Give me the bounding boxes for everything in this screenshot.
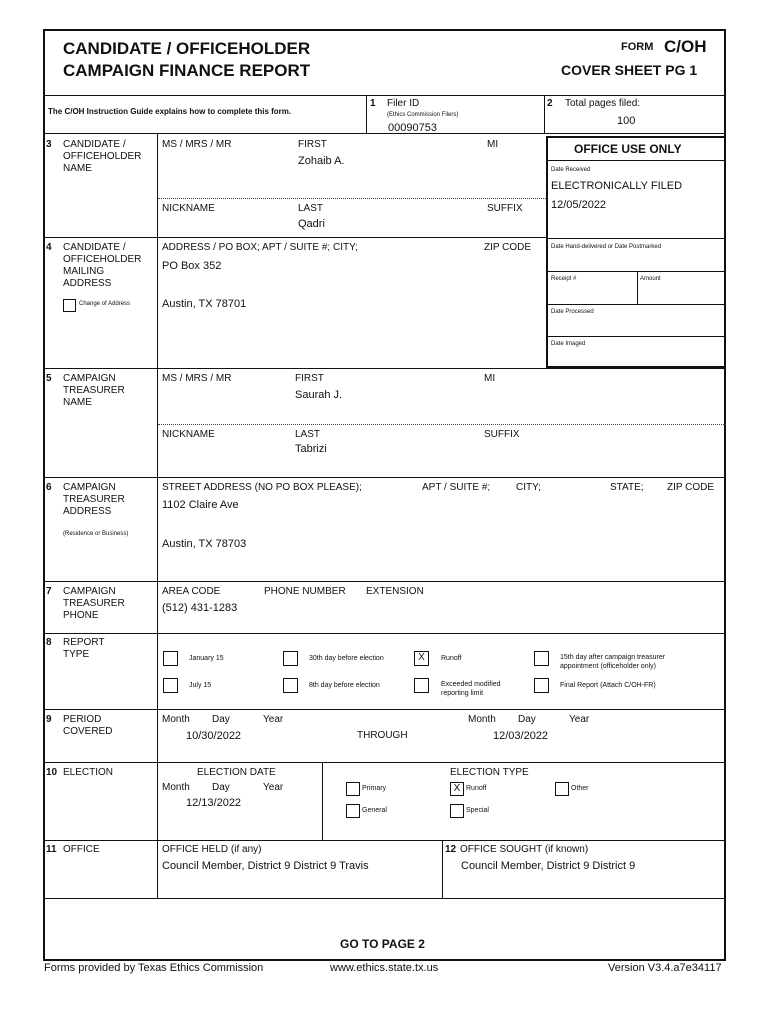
- candidate-address-line1: PO Box 352: [162, 260, 222, 272]
- treasurer-mi-label: MI: [484, 373, 496, 384]
- day-8-label: 8th day before election: [309, 682, 380, 689]
- section-3-label: CANDIDATE /: [63, 139, 126, 150]
- hand-delivered-label: Date Hand-delivered or Date Postmarked: [551, 244, 662, 250]
- instructions-text: The C/OH Instruction Guide explains how to complete this form.: [48, 107, 292, 116]
- total-pages-label: Total pages filed:: [565, 98, 641, 109]
- treasurer-nickname-label: NICKNAME: [162, 429, 215, 440]
- election-date-value: 12/13/2022: [186, 797, 242, 809]
- runoff-election-checkbox[interactable]: X: [450, 782, 464, 796]
- amount-label: Amount: [640, 276, 661, 282]
- office-held-label: OFFICE HELD (if any): [162, 844, 262, 855]
- runoff-election-label: Runoff: [466, 785, 487, 792]
- treasurer-street-label: STREET ADDRESS (NO PO BOX PLEASE);: [162, 482, 362, 493]
- phone-number-label: PHONE NUMBER: [264, 586, 346, 597]
- period-year-label: Year: [569, 714, 590, 725]
- section-6-label: ADDRESS: [63, 506, 112, 517]
- candidate-last-name: Qadri: [298, 218, 325, 230]
- period-day-label: Day: [212, 714, 230, 725]
- day-30-checkbox[interactable]: [283, 651, 298, 666]
- special-label: Special: [466, 807, 489, 814]
- candidate-zip-label: ZIP CODE: [484, 242, 532, 253]
- day-8-checkbox[interactable]: [283, 678, 298, 693]
- change-of-address-label: Change of Address: [79, 301, 131, 307]
- period-through-label: THROUGH: [357, 730, 408, 741]
- section-5-number: 5: [46, 373, 52, 384]
- runoff-report-checkbox[interactable]: X: [414, 651, 429, 666]
- january-15-label: January 15: [189, 655, 224, 662]
- july-15-label: July 15: [189, 682, 212, 689]
- candidate-title-label: MS / MRS / MR: [162, 139, 232, 150]
- treasurer-apt-label: APT / SUITE #;: [422, 482, 491, 493]
- section-3-number: 3: [46, 139, 52, 150]
- primary-checkbox[interactable]: [346, 782, 360, 796]
- section-4-label: OFFICEHOLDER: [63, 254, 142, 265]
- section-7-number: 7: [46, 586, 52, 597]
- july-15-checkbox[interactable]: [163, 678, 178, 693]
- receipt-label: Receipt #: [551, 276, 577, 282]
- day-30-label: 30th day before election: [309, 655, 384, 662]
- filer-id-value: 00090753: [388, 122, 437, 134]
- candidate-first-name: Zohaib A.: [298, 155, 345, 167]
- section-10-label: ELECTION: [63, 767, 114, 778]
- section-6-number: 6: [46, 482, 52, 493]
- final-report-label: Final Report (Attach C/OH-FR): [560, 682, 656, 689]
- period-from-date: 10/30/2022: [186, 730, 242, 742]
- treasurer-title-label: MS / MRS / MR: [162, 373, 232, 384]
- day-15-treasurer-checkbox[interactable]: [534, 651, 549, 666]
- exceeded-limit-label: reporting limit: [441, 690, 484, 697]
- section-12-number: 12: [445, 844, 457, 855]
- candidate-first-label: FIRST: [298, 139, 327, 150]
- footer-site-link[interactable]: www.ethics.state.tx.us: [330, 962, 439, 974]
- candidate-address-label: ADDRESS / PO BOX; APT / SUITE #; CITY;: [162, 242, 358, 253]
- general-label: General: [362, 807, 387, 814]
- general-checkbox[interactable]: [346, 804, 360, 818]
- treasurer-phone-value: (512) 431-1283: [162, 602, 238, 614]
- section-7-label: TREASURER: [63, 598, 125, 609]
- section-4-label: MAILING: [63, 266, 105, 277]
- date-received-label: Date Received: [551, 167, 591, 173]
- section-11-number: 11: [46, 844, 57, 855]
- exceeded-limit-checkbox[interactable]: [414, 678, 429, 693]
- election-year-label: Year: [263, 782, 284, 793]
- office-sought-value: Council Member, District 9 District 9: [461, 860, 636, 872]
- divider: [43, 95, 726, 96]
- election-date-label: ELECTION DATE: [197, 767, 276, 778]
- section-6-label: TREASURER: [63, 494, 125, 505]
- treasurer-first-name: Saurah J.: [295, 389, 343, 401]
- exceeded-limit-label: Exceeded modified: [441, 681, 501, 688]
- filer-id-sublabel: (Ethics Commission Filers): [387, 112, 459, 118]
- go-to-page-2: GO TO PAGE 2: [340, 937, 425, 951]
- other-label: Other: [571, 785, 589, 792]
- section-4-label: CANDIDATE /: [63, 242, 126, 253]
- treasurer-last-label: LAST: [295, 429, 321, 440]
- section-8-label: REPORT: [63, 637, 105, 648]
- runoff-report-label: Runoff: [441, 655, 462, 662]
- special-checkbox[interactable]: [450, 804, 464, 818]
- section-4-number: 4: [46, 242, 52, 253]
- candidate-mi-label: MI: [487, 139, 499, 150]
- election-type-label: ELECTION TYPE: [450, 767, 529, 778]
- treasurer-address-line2: Austin, TX 78703: [162, 538, 247, 550]
- form-code: C/OH: [664, 37, 707, 56]
- final-report-checkbox[interactable]: [534, 678, 549, 693]
- election-day-label: Day: [212, 782, 230, 793]
- total-pages-value: 100: [617, 115, 636, 127]
- section-11-label: OFFICE: [63, 844, 100, 855]
- section-8-number: 8: [46, 637, 52, 648]
- section-5-label: NAME: [63, 397, 92, 408]
- candidate-nickname-label: NICKNAME: [162, 203, 215, 214]
- section-6-sublabel: (Residence or Business): [63, 531, 129, 537]
- treasurer-state-label: STATE;: [610, 482, 644, 493]
- period-to-date: 12/03/2022: [493, 730, 549, 742]
- treasurer-last-name: Tabrizi: [295, 443, 327, 455]
- day-15-treasurer-label: 15th day after campaign treasurer: [560, 654, 666, 661]
- day-15-treasurer-label: appointment (officeholder only): [560, 663, 656, 670]
- office-use-title: OFFICE USE ONLY: [574, 142, 682, 156]
- form-title-line2: CAMPAIGN FINANCE REPORT: [63, 61, 311, 80]
- section-5-label: TREASURER: [63, 385, 125, 396]
- date-processed-label: Date Processed: [551, 309, 594, 315]
- section-9-label: PERIOD: [63, 714, 102, 725]
- period-day-label: Day: [518, 714, 536, 725]
- section-4-label: ADDRESS: [63, 278, 112, 289]
- section-9-label: COVERED: [63, 726, 113, 737]
- total-pages-number: 2: [547, 98, 553, 109]
- footer-provider: Forms provided by Texas Ethics Commission: [44, 962, 264, 974]
- period-month-label: Month: [468, 714, 496, 725]
- period-month-label: Month: [162, 714, 190, 725]
- filer-id-number: 1: [370, 98, 376, 109]
- extension-label: EXTENSION: [366, 586, 424, 597]
- filed-status: ELECTRONICALLY FILED: [551, 180, 683, 192]
- period-year-label: Year: [263, 714, 284, 725]
- filed-date: 12/05/2022: [551, 199, 607, 211]
- treasurer-first-label: FIRST: [295, 373, 324, 384]
- area-code-label: AREA CODE: [162, 586, 221, 597]
- january-15-checkbox[interactable]: [163, 651, 178, 666]
- office-sought-label: OFFICE SOUGHT (if known): [460, 844, 589, 855]
- section-7-label: PHONE: [63, 610, 99, 621]
- treasurer-zip-label: ZIP CODE: [667, 482, 715, 493]
- treasurer-suffix-label: SUFFIX: [484, 429, 520, 440]
- date-imaged-label: Date Imaged: [551, 341, 586, 347]
- section-8-label: TYPE: [63, 649, 90, 660]
- section-10-number: 10: [46, 767, 58, 778]
- change-of-address-checkbox[interactable]: [63, 299, 76, 312]
- section-5-label: CAMPAIGN: [63, 373, 116, 384]
- filer-id-label: Filer ID: [387, 98, 420, 109]
- section-7-label: CAMPAIGN: [63, 586, 116, 597]
- section-3-label: OFFICEHOLDER: [63, 151, 142, 162]
- cover-sheet-label: COVER SHEET PG 1: [561, 62, 698, 78]
- election-month-label: Month: [162, 782, 190, 793]
- treasurer-address-line1: 1102 Claire Ave: [162, 499, 239, 511]
- section-9-number: 9: [46, 714, 52, 725]
- candidate-suffix-label: SUFFIX: [487, 203, 523, 214]
- form-word: FORM: [621, 41, 654, 53]
- candidate-last-label: LAST: [298, 203, 324, 214]
- candidate-address-line2: Austin, TX 78701: [162, 298, 247, 310]
- other-checkbox[interactable]: [555, 782, 569, 796]
- section-6-label: CAMPAIGN: [63, 482, 116, 493]
- form-title-line1: CANDIDATE / OFFICEHOLDER: [63, 39, 311, 58]
- office-held-value: Council Member, District 9 District 9 Travis: [162, 860, 369, 872]
- primary-label: Primary: [362, 785, 387, 792]
- treasurer-city-label: CITY;: [516, 482, 541, 493]
- footer-version: Version V3.4.a7e34117: [608, 962, 722, 974]
- section-3-label: NAME: [63, 163, 92, 174]
